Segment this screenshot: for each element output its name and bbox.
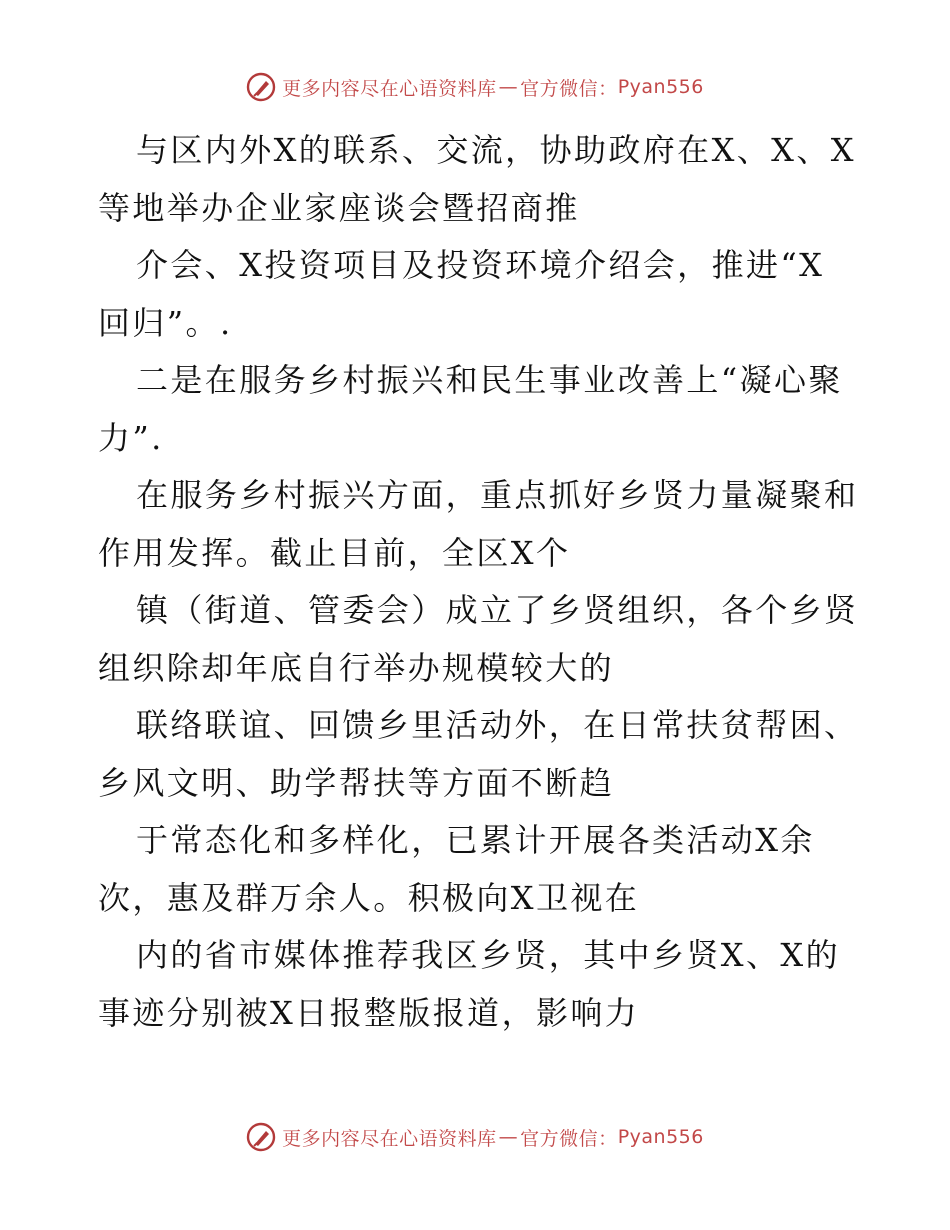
body-line: 在服务乡村振兴方面，重点抓好乡贤力量凝聚和 [136, 476, 859, 514]
banner-dash: — [498, 76, 519, 98]
body-line: 镇（街道、管委会）成立了乡贤组织，各个乡贤 [136, 591, 859, 629]
body-line: 等地举办企业家座谈会暨招商推 [98, 188, 580, 227]
body-line: 作用发挥。截止目前，全区X个 [98, 533, 571, 572]
body-line: 与区内外X的联系、交流，协助政府在X、X、X [136, 131, 856, 169]
body-line: 事迹分别被X日报整版报道，影响力 [98, 993, 640, 1032]
banner-brand-text: 更多内容尽在心语资料库 [282, 1127, 497, 1150]
body-line: 介会、X投资项目及投资环境介绍会，推进“X [136, 246, 825, 284]
footer-watermark-banner [0, 1122, 950, 1152]
banner-official-label: 官方微信： [520, 1127, 618, 1150]
banner-dash: — [498, 1126, 519, 1148]
body-line: 联络联谊、回馈乡里活动外，在日常扶贫帮困、 [136, 706, 859, 744]
banner-brand-text: 更多内容尽在心语资料库 [282, 77, 497, 100]
quill-pen-icon [246, 1122, 276, 1152]
body-line: 内的省市媒体推荐我区乡贤，其中乡贤X、X的 [136, 936, 840, 974]
banner-wechat-id: Pyan556 [617, 1126, 704, 1148]
body-line: 力”. [98, 418, 164, 457]
body-line: 次，惠及群万余人。积极向X卫视在 [98, 878, 640, 917]
header-watermark-banner [0, 72, 950, 102]
body-line: 于常态化和多样化，已累计开展各类活动X余 [136, 821, 815, 859]
banner-wechat-id: Pyan556 [617, 76, 704, 98]
body-line: 回归”。. [98, 303, 233, 342]
document-body [98, 122, 858, 1042]
body-line: 组织除却年底自行举办规模较大的 [98, 648, 615, 687]
body-line: 二是在服务乡村振兴和民生事业改善上“凝心聚 [136, 361, 843, 399]
body-line: 乡风文明、助学帮扶等方面不断趋 [98, 763, 615, 802]
quill-pen-icon [246, 72, 276, 102]
banner-official-label: 官方微信： [520, 77, 618, 100]
